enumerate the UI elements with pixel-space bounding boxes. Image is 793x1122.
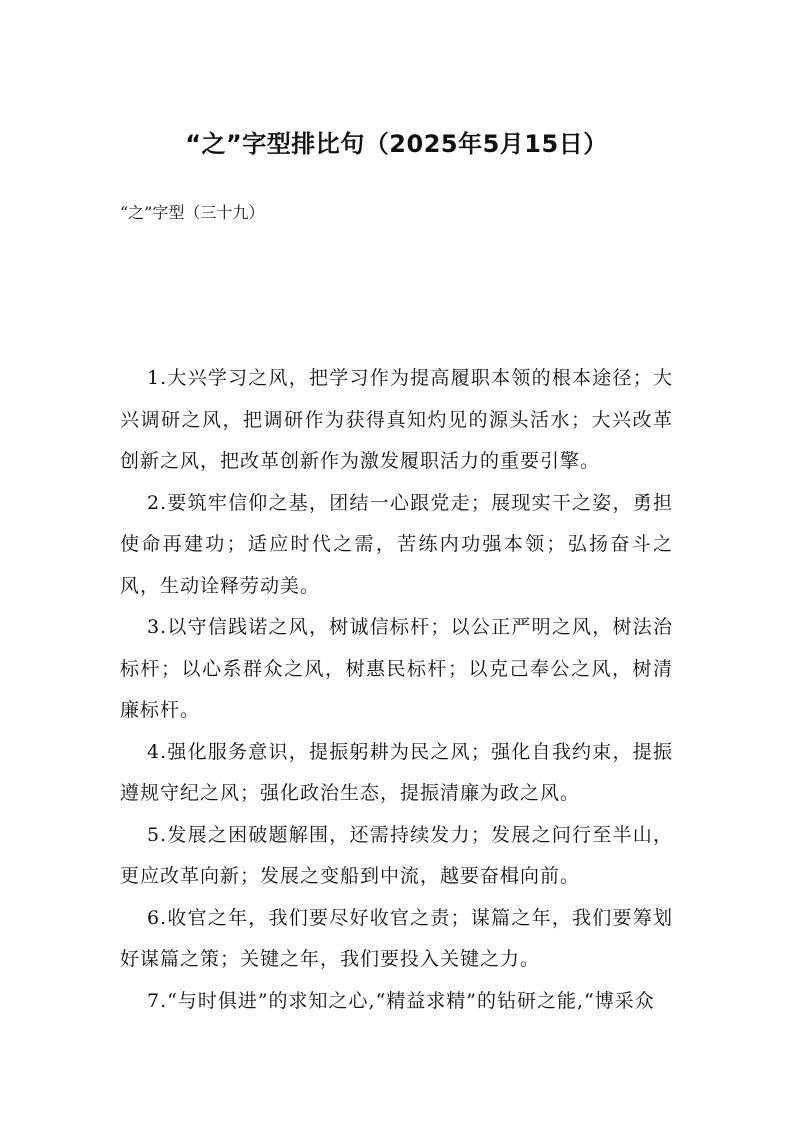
body-text [120,358,673,1022]
paragraph-5: 5.发展之困破题解围，还需持续发力；发展之问行至半山，更应改革向新；发展之变船到中流，越要奋楫向前。 [120,823,673,887]
paragraph-2: 2.要筑牢信仰之基，团结一心跟党走；展现实干之姿，勇担使命再建功；适应时代之需，苦练内功强本领；弘扬奋斗之风，生动诠释劳动美。 [120,491,673,597]
paragraph-6: 6.收官之年，我们要尽好收官之责；谋篇之年，我们要筹划好谋篇之策；关键之年，我们要投入关键之力。 [120,906,673,970]
paragraph-3: 3.以守信践诺之风，树诚信标杆；以公正严明之风，树法治标杆；以心系群众之风，树惠民标杆；以克己奉公之风，树清廉标杆。 [120,616,673,721]
paragraph-4: 4.强化服务意识，提振躬耕为民之风；强化自我约束，提振遵规守纪之风；强化政治生态，提振清廉为政之风。 [120,740,673,804]
paragraph-1: 1.大兴学习之风，把学习作为提高履职本领的根本途径；大兴调研之风，把调研作为获得真知灼见的源头活水；大兴改革创新之风，把改革创新作为激发履职活力的重要引擎。 [120,367,673,472]
section-subtitle: “之”字型（三十九） [120,203,265,222]
document-title: “之”字型排比句（2025年5月15日） [185,130,608,158]
paragraph-7: 7.“与时俱进”的求知之心,“精益求精”的钻研之能,“博采众 [147,989,655,1012]
